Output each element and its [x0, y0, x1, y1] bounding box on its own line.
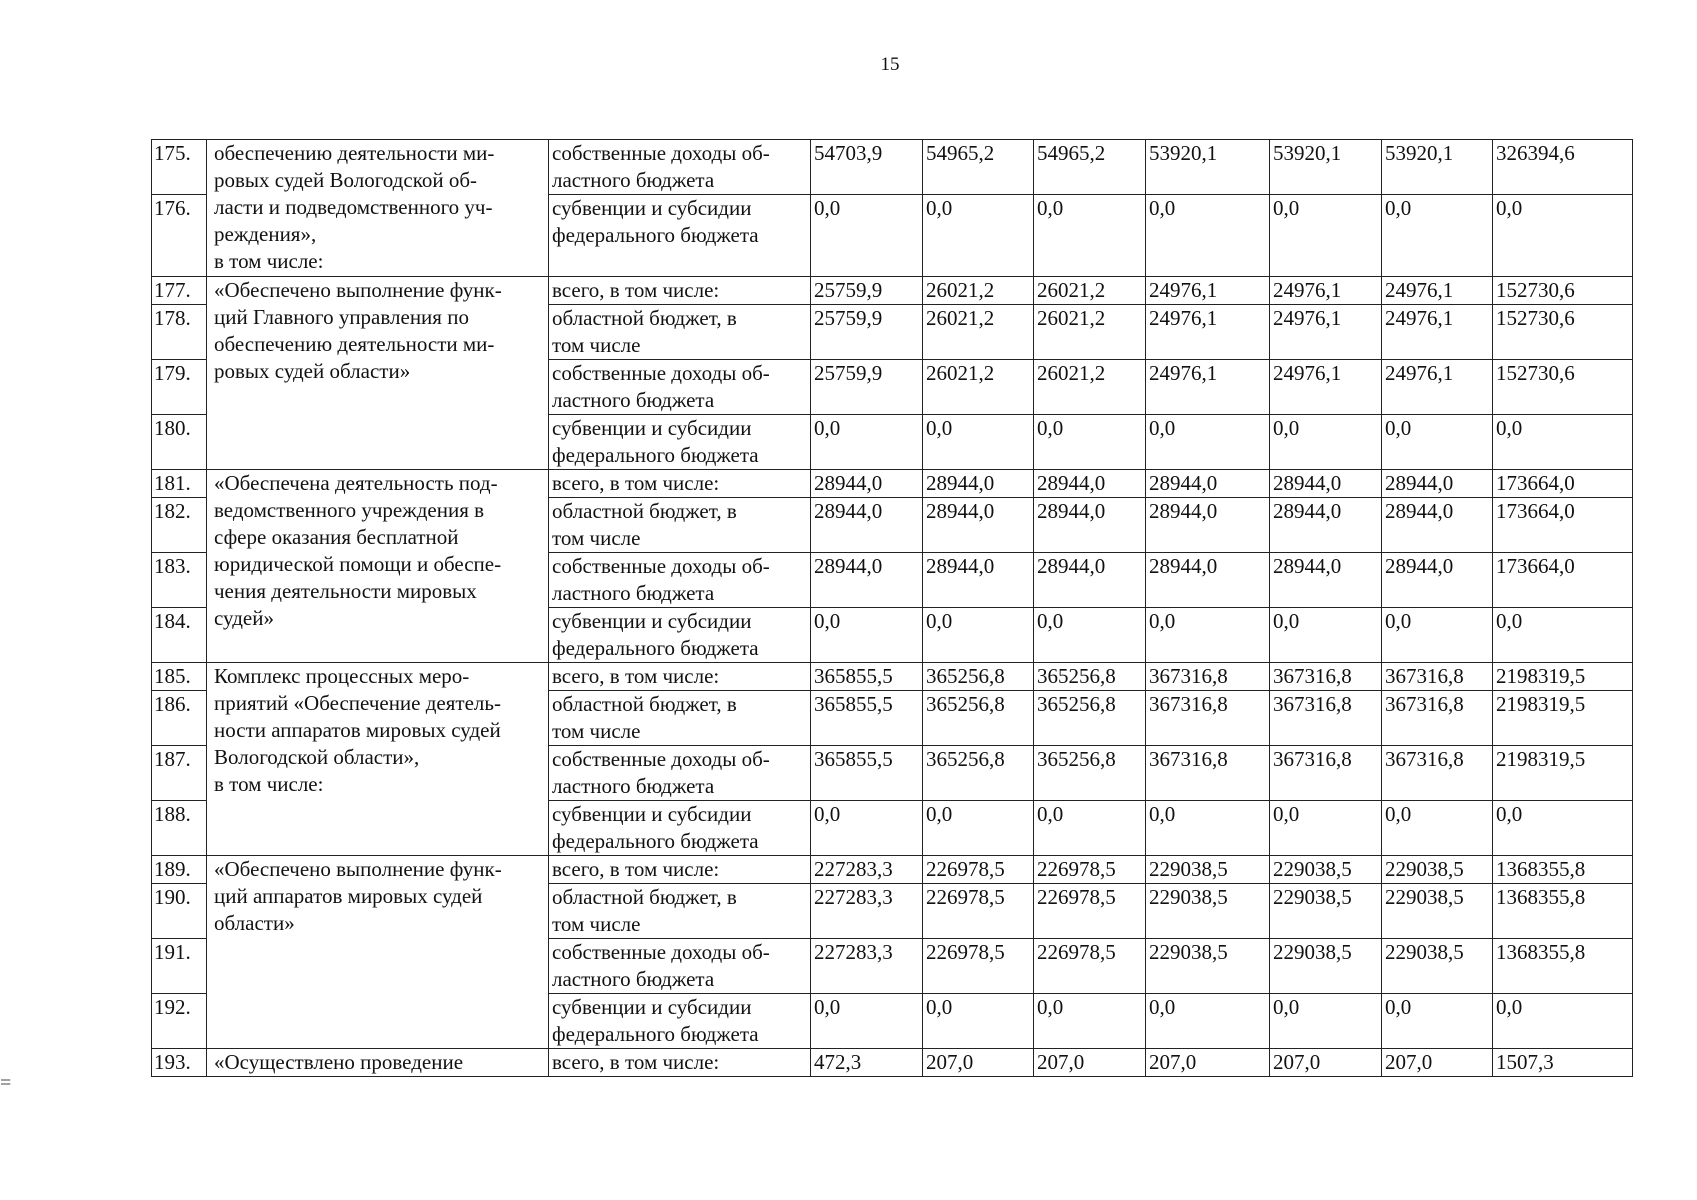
total-value: 1368355,8: [1493, 856, 1633, 884]
funding-source-line: собственные доходы об-: [552, 141, 770, 165]
year-value: 0,0: [1146, 994, 1270, 1049]
total-value: 0,0: [1493, 608, 1633, 663]
description-line: в том числе:: [214, 772, 324, 796]
year-value: 0,0: [1146, 195, 1270, 277]
year-value: 0,0: [923, 195, 1034, 277]
year-value: 367316,8: [1382, 663, 1493, 691]
total-value: 2198319,5: [1493, 746, 1633, 801]
year-value: 0,0: [1270, 801, 1382, 856]
total-value: 2198319,5: [1493, 691, 1633, 746]
year-value: 0,0: [1382, 994, 1493, 1049]
row-number: 193.: [152, 1049, 207, 1077]
funding-source-line: областной бюджет, в: [552, 499, 737, 523]
table-row: [152, 1049, 1633, 1077]
funding-source-line: ластного бюджета: [552, 774, 715, 798]
year-value: 367316,8: [1270, 663, 1382, 691]
year-value: 226978,5: [1034, 884, 1146, 939]
funding-source-line: ластного бюджета: [552, 967, 715, 991]
year-value: 0,0: [1270, 195, 1382, 277]
description-line: судей»: [214, 606, 274, 630]
year-value: 0,0: [1270, 415, 1382, 470]
total-value: 1507,3: [1493, 1049, 1633, 1077]
year-value: 0,0: [1382, 801, 1493, 856]
year-value: 0,0: [1382, 195, 1493, 277]
funding-source-line: федерального бюджета: [552, 443, 759, 467]
funding-source-line: областной бюджет, в: [552, 692, 737, 716]
year-value: 24976,1: [1270, 360, 1382, 415]
total-value: 0,0: [1493, 994, 1633, 1049]
row-number: 192.: [152, 994, 207, 1049]
year-value: 28944,0: [1146, 470, 1270, 498]
total-value: 1368355,8: [1493, 884, 1633, 939]
year-value: 365256,8: [923, 746, 1034, 801]
total-value: 1368355,8: [1493, 939, 1633, 994]
total-value: 152730,6: [1493, 277, 1633, 305]
year-value: 28944,0: [1270, 553, 1382, 608]
activity-description: [207, 277, 549, 470]
funding-source-line: субвенции и субсидии: [552, 609, 752, 633]
year-value: 28944,0: [1270, 498, 1382, 553]
table-row: [152, 277, 1633, 305]
year-value: 0,0: [923, 801, 1034, 856]
year-value: 28944,0: [1146, 498, 1270, 553]
year-value: 0,0: [923, 608, 1034, 663]
year-value: 24976,1: [1270, 305, 1382, 360]
total-value: 0,0: [1493, 415, 1633, 470]
funding-source: [549, 884, 811, 939]
row-number: 189.: [152, 856, 207, 884]
year-value: 0,0: [1034, 801, 1146, 856]
row-number: 184.: [152, 608, 207, 663]
year-value: 365256,8: [1034, 663, 1146, 691]
total-value: 173664,0: [1493, 498, 1633, 553]
activity-description: [207, 140, 549, 277]
year-value: 367316,8: [1270, 746, 1382, 801]
year-value: 0,0: [923, 994, 1034, 1049]
funding-source-line: собственные доходы об-: [552, 554, 770, 578]
year-value: 227283,3: [811, 884, 923, 939]
year-value: 365855,5: [811, 663, 923, 691]
funding-source-line: всего, в том числе:: [552, 278, 720, 302]
funding-source: [549, 1049, 811, 1077]
funding-source-line: собственные доходы об-: [552, 940, 770, 964]
funding-source-line: том числе: [552, 333, 641, 357]
year-value: 28944,0: [1382, 470, 1493, 498]
total-value: 326394,6: [1493, 140, 1633, 195]
funding-source: [549, 939, 811, 994]
year-value: 229038,5: [1382, 884, 1493, 939]
row-number: 183.: [152, 553, 207, 608]
year-value: 226978,5: [923, 884, 1034, 939]
year-value: 24976,1: [1382, 305, 1493, 360]
year-value: 229038,5: [1270, 856, 1382, 884]
description-line: обеспечению деятельности ми-: [214, 141, 495, 165]
year-value: 28944,0: [811, 553, 923, 608]
funding-source-line: федерального бюджета: [552, 636, 759, 660]
description-line: «Обеспечена деятельность под-: [214, 471, 498, 495]
row-number: 176.: [152, 195, 207, 277]
edge-mark: =: [0, 1072, 12, 1094]
year-value: 365855,5: [811, 691, 923, 746]
year-value: 207,0: [1034, 1049, 1146, 1077]
year-value: 54965,2: [1034, 140, 1146, 195]
funding-source-line: субвенции и субсидии: [552, 802, 752, 826]
year-value: 28944,0: [1034, 498, 1146, 553]
year-value: 25759,9: [811, 277, 923, 305]
year-value: 229038,5: [1146, 884, 1270, 939]
row-number: 188.: [152, 801, 207, 856]
year-value: 25759,9: [811, 305, 923, 360]
description-line: ности аппаратов мировых судей: [214, 718, 501, 742]
funding-source-line: том числе: [552, 526, 641, 550]
total-value: 0,0: [1493, 195, 1633, 277]
row-number: 177.: [152, 277, 207, 305]
year-value: 367316,8: [1270, 691, 1382, 746]
year-value: 28944,0: [1270, 470, 1382, 498]
funding-source: [549, 856, 811, 884]
year-value: 24976,1: [1146, 305, 1270, 360]
year-value: 227283,3: [811, 856, 923, 884]
description-line: ровых судей Вологодской об-: [214, 168, 477, 192]
year-value: 0,0: [1034, 608, 1146, 663]
funding-source-line: ластного бюджета: [552, 581, 715, 605]
year-value: 229038,5: [1270, 884, 1382, 939]
funding-source-line: собственные доходы об-: [552, 747, 770, 771]
year-value: 367316,8: [1146, 691, 1270, 746]
funding-source-line: всего, в том числе:: [552, 857, 720, 881]
year-value: 367316,8: [1382, 691, 1493, 746]
year-value: 0,0: [1034, 195, 1146, 277]
year-value: 26021,2: [923, 360, 1034, 415]
year-value: 207,0: [923, 1049, 1034, 1077]
year-value: 229038,5: [1146, 939, 1270, 994]
table-row: [152, 140, 1633, 195]
row-number: 180.: [152, 415, 207, 470]
year-value: 367316,8: [1146, 663, 1270, 691]
funding-source-line: субвенции и субсидии: [552, 416, 752, 440]
year-value: 227283,3: [811, 939, 923, 994]
year-value: 229038,5: [1382, 939, 1493, 994]
budget-table: [151, 139, 1633, 1077]
description-line: «Обеспечено выполнение функ-: [214, 278, 502, 302]
year-value: 365256,8: [923, 691, 1034, 746]
year-value: 0,0: [811, 415, 923, 470]
row-number: 181.: [152, 470, 207, 498]
year-value: 226978,5: [923, 939, 1034, 994]
year-value: 0,0: [811, 994, 923, 1049]
description-line: ций Главного управления по: [214, 305, 469, 329]
year-value: 26021,2: [1034, 360, 1146, 415]
row-number: 178.: [152, 305, 207, 360]
description-line: чения деятельности мировых: [214, 579, 477, 603]
year-value: 0,0: [1270, 994, 1382, 1049]
row-number: 191.: [152, 939, 207, 994]
year-value: 367316,8: [1146, 746, 1270, 801]
year-value: 26021,2: [1034, 277, 1146, 305]
row-number: 186.: [152, 691, 207, 746]
funding-source-line: всего, в том числе:: [552, 471, 720, 495]
description-line: приятий «Обеспечение деятель-: [214, 691, 501, 715]
year-value: 28944,0: [1034, 470, 1146, 498]
funding-source-line: федерального бюджета: [552, 223, 759, 247]
description-line: ций аппаратов мировых судей: [214, 884, 483, 908]
year-value: 28944,0: [811, 498, 923, 553]
funding-source: [549, 195, 811, 277]
year-value: 0,0: [811, 608, 923, 663]
funding-source-line: том числе: [552, 719, 641, 743]
description-line: области»: [214, 911, 295, 935]
year-value: 26021,2: [923, 305, 1034, 360]
year-value: 207,0: [1382, 1049, 1493, 1077]
activity-description: [207, 1049, 549, 1077]
year-value: 226978,5: [923, 856, 1034, 884]
description-line: ведомственного учреждения в: [214, 498, 485, 522]
year-value: 229038,5: [1382, 856, 1493, 884]
year-value: 28944,0: [811, 470, 923, 498]
funding-source: [549, 360, 811, 415]
year-value: 0,0: [1146, 801, 1270, 856]
description-line: сфере оказания бесплатной: [214, 525, 459, 549]
year-value: 53920,1: [1382, 140, 1493, 195]
year-value: 207,0: [1270, 1049, 1382, 1077]
funding-source-line: ластного бюджета: [552, 388, 715, 412]
row-number: 179.: [152, 360, 207, 415]
funding-source: [549, 746, 811, 801]
description-line: Комплекс процессных меро-: [214, 664, 470, 688]
funding-source: [549, 305, 811, 360]
table-row: [152, 663, 1633, 691]
year-value: 0,0: [1146, 608, 1270, 663]
year-value: 24976,1: [1146, 360, 1270, 415]
funding-source: [549, 415, 811, 470]
funding-source-line: том числе: [552, 912, 641, 936]
funding-source-line: федерального бюджета: [552, 829, 759, 853]
description-line: Вологодской области»,: [214, 745, 420, 769]
year-value: 0,0: [1382, 415, 1493, 470]
total-value: 173664,0: [1493, 470, 1633, 498]
activity-description: [207, 856, 549, 1049]
year-value: 0,0: [811, 195, 923, 277]
funding-source-line: федерального бюджета: [552, 1022, 759, 1046]
year-value: 28944,0: [1034, 553, 1146, 608]
year-value: 0,0: [1146, 415, 1270, 470]
description-line: «Осуществлено проведение: [214, 1050, 464, 1074]
description-line: в том числе:: [214, 249, 324, 273]
table-row: [152, 470, 1633, 498]
year-value: 0,0: [811, 801, 923, 856]
row-number: 175.: [152, 140, 207, 195]
year-value: 28944,0: [923, 470, 1034, 498]
year-value: 207,0: [1146, 1049, 1270, 1077]
funding-source: [549, 994, 811, 1049]
year-value: 25759,9: [811, 360, 923, 415]
description-line: обеспечению деятельности ми-: [214, 332, 495, 356]
total-value: 152730,6: [1493, 360, 1633, 415]
year-value: 24976,1: [1382, 360, 1493, 415]
funding-source: [549, 801, 811, 856]
funding-source: [549, 691, 811, 746]
year-value: 472,3: [811, 1049, 923, 1077]
description-line: юридической помощи и обеспе-: [214, 552, 502, 576]
year-value: 28944,0: [923, 498, 1034, 553]
year-value: 226978,5: [1034, 856, 1146, 884]
row-number: 187.: [152, 746, 207, 801]
year-value: 28944,0: [1146, 553, 1270, 608]
funding-source-line: всего, в том числе:: [552, 1050, 720, 1074]
description-line: реждения»,: [214, 222, 317, 246]
total-value: 173664,0: [1493, 553, 1633, 608]
funding-source-line: всего, в том числе:: [552, 664, 720, 688]
year-value: 229038,5: [1270, 939, 1382, 994]
funding-source-line: ластного бюджета: [552, 168, 715, 192]
year-value: 365855,5: [811, 746, 923, 801]
year-value: 0,0: [923, 415, 1034, 470]
year-value: 53920,1: [1270, 140, 1382, 195]
year-value: 24976,1: [1270, 277, 1382, 305]
funding-source-line: собственные доходы об-: [552, 361, 770, 385]
row-number: 185.: [152, 663, 207, 691]
funding-source: [549, 140, 811, 195]
year-value: 24976,1: [1382, 277, 1493, 305]
funding-source: [549, 663, 811, 691]
year-value: 54965,2: [923, 140, 1034, 195]
year-value: 28944,0: [1382, 553, 1493, 608]
year-value: 0,0: [1034, 415, 1146, 470]
total-value: 0,0: [1493, 801, 1633, 856]
funding-source-line: областной бюджет, в: [552, 885, 737, 909]
table-row: [152, 856, 1633, 884]
year-value: 365256,8: [1034, 691, 1146, 746]
total-value: 2198319,5: [1493, 663, 1633, 691]
year-value: 367316,8: [1382, 746, 1493, 801]
row-number: 182.: [152, 498, 207, 553]
funding-source-line: субвенции и субсидии: [552, 995, 752, 1019]
year-value: 229038,5: [1146, 856, 1270, 884]
description-line: ласти и подведомственного уч-: [214, 195, 493, 219]
funding-source: [549, 277, 811, 305]
page-number: 15: [880, 54, 900, 75]
funding-source-line: областной бюджет, в: [552, 306, 737, 330]
year-value: 26021,2: [923, 277, 1034, 305]
year-value: 24976,1: [1146, 277, 1270, 305]
year-value: 54703,9: [811, 140, 923, 195]
funding-source: [549, 553, 811, 608]
activity-description: [207, 663, 549, 856]
description-line: «Обеспечено выполнение функ-: [214, 857, 502, 881]
year-value: 53920,1: [1146, 140, 1270, 195]
funding-source: [549, 498, 811, 553]
year-value: 0,0: [1382, 608, 1493, 663]
row-number: 190.: [152, 884, 207, 939]
year-value: 26021,2: [1034, 305, 1146, 360]
funding-source: [549, 470, 811, 498]
year-value: 0,0: [1270, 608, 1382, 663]
description-line: ровых судей области»: [214, 359, 411, 383]
funding-source-line: субвенции и субсидии: [552, 196, 752, 220]
year-value: 28944,0: [923, 553, 1034, 608]
year-value: 365256,8: [923, 663, 1034, 691]
year-value: 28944,0: [1382, 498, 1493, 553]
total-value: 152730,6: [1493, 305, 1633, 360]
funding-source: [549, 608, 811, 663]
year-value: 0,0: [1034, 994, 1146, 1049]
year-value: 365256,8: [1034, 746, 1146, 801]
year-value: 226978,5: [1034, 939, 1146, 994]
activity-description: [207, 470, 549, 663]
